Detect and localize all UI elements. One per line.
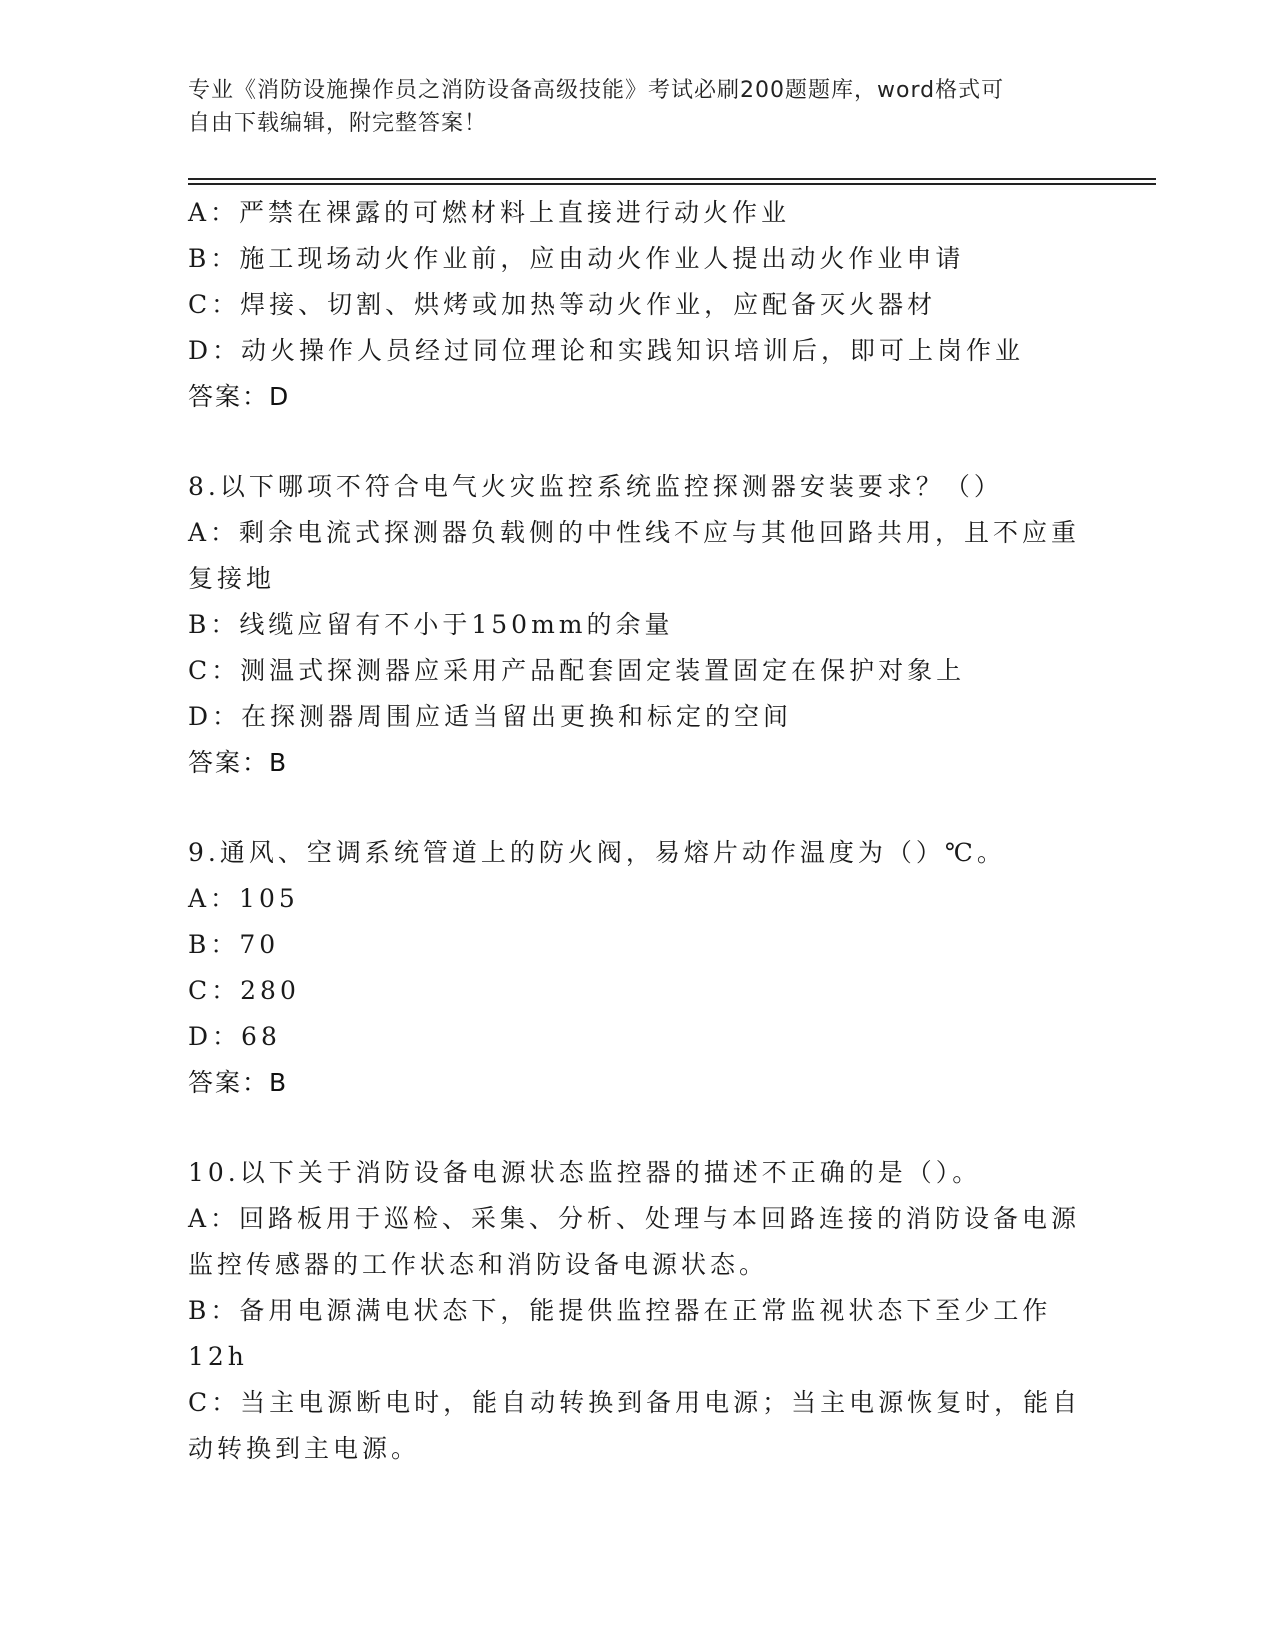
question-9-text: 9.通风、空调系统管道上的防火阀，易熔片动作温度为（）℃。 (188, 838, 1006, 867)
question-10-option-b-line-1: B：备用电源满电状态下，能提供监控器在正常监视状态下至少工作 (188, 1296, 1052, 1325)
question-9-option-c: C：280 (188, 976, 300, 1005)
question-8-option-d: D：在探测器周围应适当留出更换和标定的空间 (188, 702, 793, 731)
question-9-block (188, 830, 1088, 1106)
question-8-option-c: C：测温式探测器应采用产品配套固定装置固定在保护对象上 (188, 656, 966, 685)
question-7-option-c: C：焊接、切割、烘烤或加热等动火作业，应配备灭火器材 (188, 290, 937, 319)
header-divider-top (188, 178, 1156, 180)
question-9-option-b: B：70 (188, 930, 280, 959)
question-7-option-d: D：动火操作人员经过同位理论和实践知识培训后，即可上岗作业 (188, 336, 1025, 365)
question-10-option-a-line-1: A：回路板用于巡检、采集、分析、处理与本回路连接的消防设备电源 (188, 1204, 1081, 1233)
question-7-option-b: B：施工现场动火作业前，应由动火作业人提出动火作业申请 (188, 244, 965, 273)
question-7-block (188, 190, 1088, 420)
question-8-option-a-line-1: A：剩余电流式探测器负载侧的中性线不应与其他回路共用，且不应重 (188, 518, 1081, 547)
question-list (188, 190, 1088, 1472)
spacer (188, 786, 1088, 830)
question-10-text: 10.以下关于消防设备电源状态监控器的描述不正确的是（）。 (188, 1158, 982, 1187)
question-9-option-d: D：68 (188, 1022, 281, 1051)
document-header (188, 74, 1088, 140)
question-9-answer: 答案：B (188, 1068, 289, 1097)
question-8-block (188, 464, 1088, 786)
question-10-option-b-line-2: 12h (188, 1342, 248, 1371)
question-7-option-a: A：严禁在裸露的可燃材料上直接进行动火作业 (188, 198, 791, 227)
question-8-option-a-line-2: 复接地 (188, 564, 276, 593)
question-8-answer: 答案：B (188, 748, 289, 777)
question-10-option-c-line-2: 动转换到主电源。 (188, 1434, 421, 1463)
question-7-answer: 答案：D (188, 382, 291, 411)
question-8-option-b: B：线缆应留有不小于150mm的余量 (188, 610, 674, 639)
question-10-block (188, 1150, 1088, 1472)
header-title-line-1: 专业《消防设施操作员之消防设备高级技能》考试必刷200题题库，word格式可 (188, 78, 1005, 103)
header-divider-bottom (188, 183, 1156, 185)
question-9-option-a: A：105 (188, 884, 299, 913)
spacer (188, 1106, 1088, 1150)
question-10-option-c-line-1: C：当主电源断电时，能自动转换到备用电源；当主电源恢复时，能自 (188, 1388, 1082, 1417)
question-10-option-a-line-2: 监控传感器的工作状态和消防设备电源状态。 (188, 1250, 769, 1279)
question-8-text: 8.以下哪项不符合电气火灾监控系统监控探测器安装要求？（） (188, 472, 1003, 501)
header-title-line-2: 自由下载编辑，附完整答案！ (188, 111, 488, 136)
spacer (188, 420, 1088, 464)
